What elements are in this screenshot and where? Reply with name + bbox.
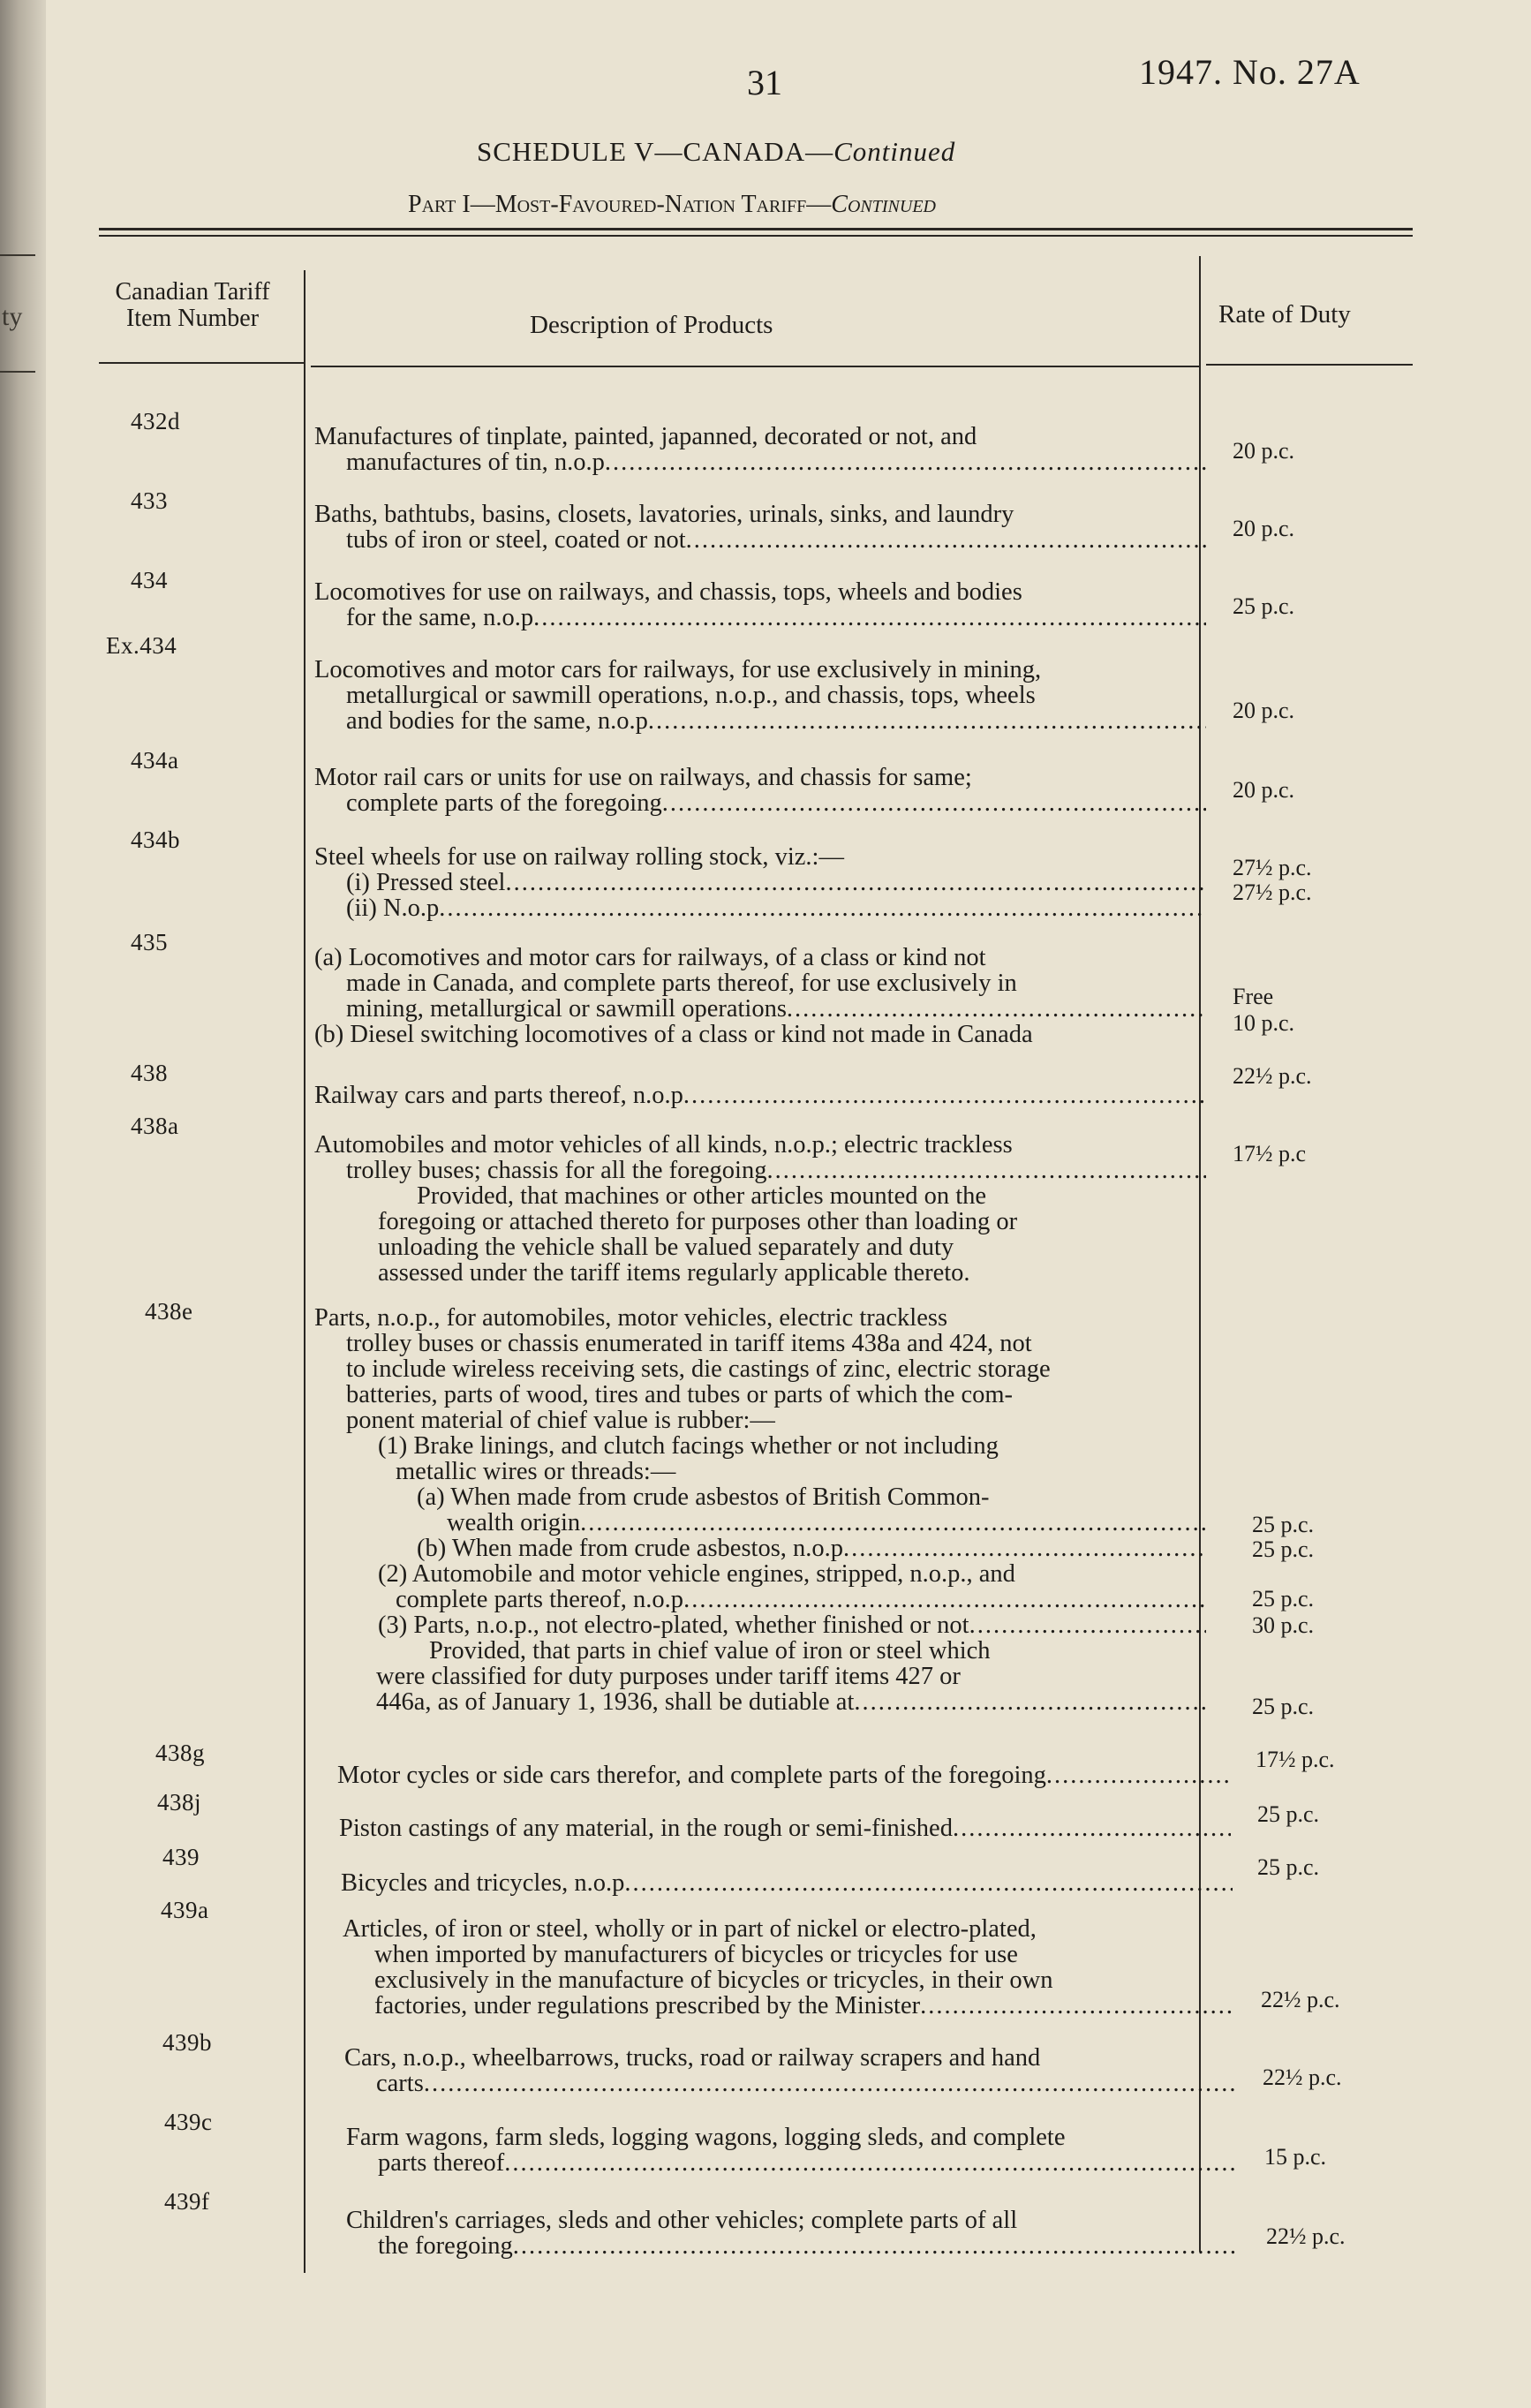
tariff-item-number: 439c (164, 2109, 213, 2135)
tariff-item-number: 438a (131, 1113, 179, 1139)
rate-of-duty: 20 p.c. (1233, 516, 1295, 541)
tariff-item-number: 438 (131, 1060, 168, 1086)
description-line: mining, metallurgical or sawmill operations ..... (314, 996, 1206, 1022)
description-line: factories, under regulations prescribed by the Minister ..... (343, 1993, 1234, 2019)
description-line: complete parts thereof, n.o.p ..... (314, 1587, 1206, 1612)
description-line: Articles, of iron or steel, wholly or in part of nickel or electro-plated, (343, 1916, 1037, 1942)
tariff-item-number: Ex.434 (106, 632, 177, 659)
rate-of-duty: 20 p.c. (1233, 438, 1295, 464)
tariff-item-number: 434a (131, 747, 179, 774)
column-header-description: Description of Products (530, 311, 773, 339)
header-double-rule-top (99, 228, 1413, 230)
description-line: Baths, bathtubs, basins, closets, lavatories, urinals, sinks, and laundry (314, 502, 1014, 527)
rate-of-duty: 25 p.c. (1252, 1694, 1315, 1719)
description-line: exclusively in the manufacture of bicycles or tricycles, in their own (374, 1967, 1053, 1993)
description-line: Locomotives for use on railways, and chassis, tops, wheels and bodies (314, 579, 1022, 605)
schedule-title: SCHEDULE V—CANADA—Continued (477, 136, 956, 167)
rate-of-duty: 25 p.c. (1252, 1512, 1315, 1537)
description-line: (b) Diesel switching locomotives of a class or kind not made in Canada (314, 1022, 1033, 1047)
description-line: carts ..... (344, 2071, 1236, 2096)
description-line: (i) Pressed steel ..... (314, 870, 1206, 895)
rate-of-duty: 17½ p.c (1233, 1141, 1307, 1166)
description-line: assessed under the tariff items regularly applicable thereto. (378, 1260, 970, 1286)
description-line: Bicycles and tricycles, n.o.p ..... (341, 1870, 1233, 1896)
description-line: 446a, as of January 1, 1936, shall be dutiable at ..... (314, 1689, 1206, 1715)
tariff-item-description (314, 502, 1206, 553)
part-title: Part I—Most-Favoured-Nation Tariff—Continued (408, 191, 936, 218)
description-line: (a) When made from crude asbestos of British Common- (417, 1484, 990, 1510)
description-line: Farm wagons, farm sleds, logging wagons, logging sleds, and complete (346, 2125, 1066, 2150)
rate-of-duty: 22½ p.c. (1233, 1063, 1312, 1089)
description-line: unloading the vehicle shall be valued separately and duty (378, 1234, 954, 1260)
binding-gutter (0, 0, 46, 2408)
description-line: (a) Locomotives and motor cars for railways, of a class or kind not (314, 945, 986, 970)
header-double-rule-bottom (99, 235, 1413, 237)
description-line: Steel wheels for use on railway rolling stock, viz.:— (314, 844, 844, 870)
rate-of-duty: 20 p.c. (1233, 777, 1295, 803)
description-line: metallurgical or sawmill operations, n.o.p., and chassis, tops, wheels (346, 683, 1036, 708)
description-line: batteries, parts of wood, tires and tubes or parts of which the com- (346, 1382, 1014, 1408)
description-line: trolley buses or chassis enumerated in tariff items 438a and 424, not (346, 1331, 1032, 1356)
description-line: Motor cycles or side cars therefor, and complete parts of the foregoing ..... (337, 1763, 1229, 1788)
rate-of-duty: 22½ p.c. (1261, 1987, 1340, 2012)
tariff-item-description (314, 424, 1206, 475)
description-line: (3) Parts, n.o.p., not electro-plated, whether finished or not ..... (314, 1612, 1206, 1638)
column-header-rule-description (311, 366, 1201, 367)
description-line: when imported by manufacturers of bicycles or tricycles for use (374, 1942, 1018, 1967)
description-line: Railway cars and parts thereof, n.o.p ..... (314, 1083, 1206, 1108)
rate-of-duty: 15 p.c. (1264, 2144, 1327, 2170)
description-line: (b) When made from crude asbestos, n.o.p ..... (314, 1536, 1206, 1561)
description-line: wealth origin ..... (314, 1510, 1206, 1536)
tariff-item-number: 439b (162, 2029, 212, 2056)
description-line: Automobiles and motor vehicles of all kinds, n.o.p.; electric trackless (314, 1132, 1013, 1158)
column-header-rate: Rate of Duty (1218, 300, 1351, 328)
rate-of-duty: 25 p.c. (1257, 1854, 1320, 1880)
tariff-item-description (314, 765, 1206, 816)
description-line: Provided, that machines or other articles mounted on the (417, 1183, 987, 1209)
tariff-item-number: 439a (161, 1897, 209, 1923)
tariff-item-description (343, 1916, 1234, 2019)
description-line: parts thereof ..... (346, 2150, 1238, 2176)
tariff-item-description (314, 1305, 1206, 1715)
tariff-item-number: 439 (162, 1844, 200, 1870)
description-line: for the same, n.o.p ..... (314, 605, 1206, 630)
rate-of-duty: 25 p.c. (1257, 1801, 1320, 1827)
tariff-item-number: 434b (131, 827, 180, 853)
description-line: Cars, n.o.p., wheelbarrows, trucks, road or railway scrapers and hand (344, 2045, 1041, 2071)
description-line: Provided, that parts in chief value of iron or steel which (429, 1638, 991, 1664)
tariff-item-description (337, 1763, 1229, 1788)
description-line: to include wireless receiving sets, die castings of zinc, electric storage (346, 1356, 1051, 1382)
description-line: (2) Automobile and motor vehicle engines, stripped, n.o.p., and (378, 1561, 1015, 1587)
rate-of-duty: 27½ p.c. (1233, 855, 1312, 880)
description-line: foregoing or attached thereto for purposes other than loading or (378, 1209, 1018, 1234)
tariff-item-description (314, 1083, 1206, 1108)
rate-of-duty: 25 p.c. (1252, 1536, 1315, 1562)
column-header-rule-rate (1206, 364, 1413, 366)
description-line: Manufactures of tinplate, painted, japanned, decorated or not, and (314, 424, 977, 449)
gutter-rule (0, 254, 35, 256)
tariff-item-number: 434 (131, 567, 168, 593)
tariff-item-description (346, 2125, 1238, 2176)
rate-of-duty: 17½ p.c. (1256, 1747, 1335, 1772)
rate-of-duty: 25 p.c. (1252, 1586, 1315, 1612)
description-line: tubs of iron or steel, coated or not ..... (314, 527, 1206, 553)
rate-of-duty: 27½ p.c. (1233, 879, 1312, 905)
rate-of-duty: 22½ p.c. (1266, 2223, 1346, 2249)
tariff-item-description (346, 2208, 1238, 2259)
rate-of-duty: 20 p.c. (1233, 698, 1295, 723)
description-line: ponent material of chief value is rubber:— (346, 1408, 775, 1433)
tariff-item-number: 433 (131, 487, 168, 514)
description-line: Children's carriages, sleds and other vehicles; complete parts of all (346, 2208, 1018, 2233)
gutter-fragment: ty (2, 302, 23, 331)
tariff-item-number: 438e (145, 1298, 193, 1325)
description-line: metallic wires or threads:— (396, 1459, 676, 1484)
tariff-item-number: 438j (157, 1789, 202, 1815)
tariff-item-number: 435 (131, 929, 168, 955)
tariff-item-number: 439f (164, 2188, 210, 2215)
description-line: Parts, n.o.p., for automobiles, motor vehicles, electric trackless (314, 1305, 948, 1331)
description-line: Piston castings of any material, in the rough or semi-finished ..... (339, 1815, 1231, 1841)
description-line: trolley buses; chassis for all the foregoing ..... (314, 1158, 1206, 1183)
tariff-item-description (314, 579, 1206, 630)
page-number: 31 (747, 63, 782, 102)
tariff-item-description (339, 1815, 1231, 1841)
description-line: Locomotives and motor cars for railways, for use exclusively in mining, (314, 657, 1042, 683)
description-line: manufactures of tin, n.o.p ..... (314, 449, 1206, 475)
tariff-item-description (344, 2045, 1236, 2096)
description-line: Motor rail cars or units for use on railways, and chassis for same; (314, 765, 972, 790)
tariff-item-description (314, 945, 1206, 1047)
gutter-rule (0, 371, 35, 373)
column-header-rule-item (99, 362, 304, 364)
description-line: complete parts of the foregoing ..... (314, 790, 1206, 816)
tariff-item-number: 432d (131, 408, 180, 434)
rate-of-duty: 25 p.c. (1233, 593, 1295, 619)
description-line: were classified for duty purposes under tariff items 427 or (376, 1664, 961, 1689)
tariff-item-description (341, 1870, 1233, 1896)
rate-of-duty: 30 p.c. (1252, 1612, 1315, 1638)
column-divider-left (304, 270, 305, 2273)
column-header-item-number: Canadian Tariff Item Number (115, 278, 270, 332)
description-line: (1) Brake linings, and clutch facings whether or not including (378, 1433, 999, 1459)
rate-of-duty: 10 p.c. (1233, 1010, 1295, 1036)
rate-of-duty: Free (1233, 984, 1274, 1009)
year-number: 1947. No. 27A (1139, 52, 1361, 92)
description-line: the foregoing ..... (346, 2233, 1238, 2259)
tariff-item-number: 438g (155, 1740, 205, 1766)
tariff-item-description (314, 657, 1206, 734)
description-line: made in Canada, and complete parts thereof, for use exclusively in (346, 970, 1017, 996)
description-line: and bodies for the same, n.o.p ..... (314, 708, 1206, 734)
tariff-item-description (314, 1132, 1206, 1286)
rate-of-duty: 22½ p.c. (1263, 2065, 1342, 2090)
tariff-item-description (314, 844, 1206, 921)
description-line: (ii) N.o.p ..... (314, 895, 1206, 921)
